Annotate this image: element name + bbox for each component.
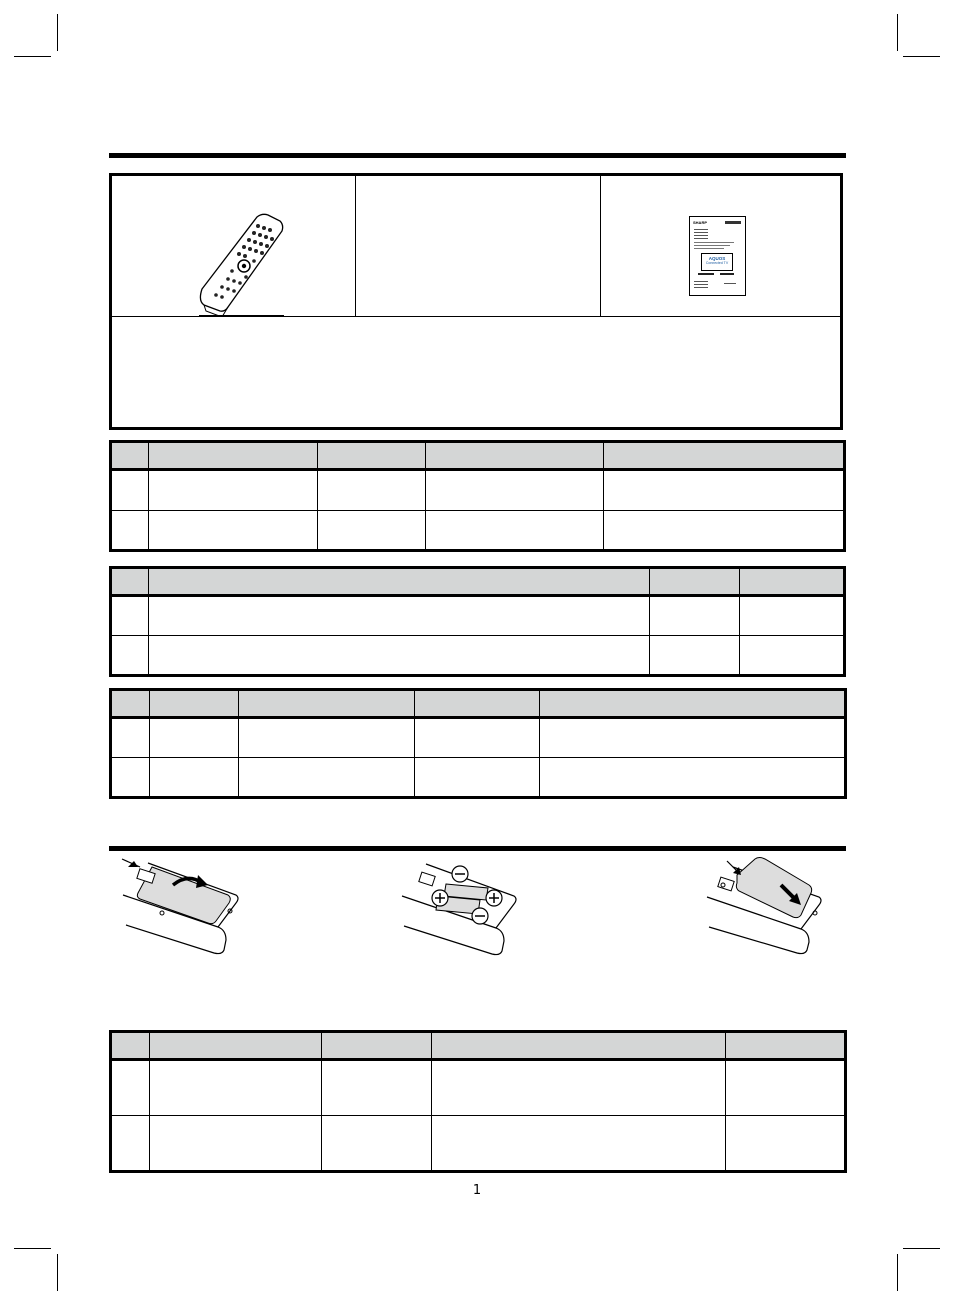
page-number: 1 [472,1183,482,1198]
table-3 [109,688,847,799]
open-battery-cover-icon [118,855,243,955]
table-row [111,758,846,798]
crop-mark [14,1248,51,1249]
crop-mark [57,1254,58,1291]
divider [355,176,356,316]
manual-brand: SHARP [693,220,708,225]
table-header-row [111,568,845,596]
table-header-row [111,1032,846,1060]
section-rule [109,846,846,851]
table-header-row [111,690,846,718]
table-row [111,636,845,676]
table-row [111,596,845,636]
table-row [111,1116,846,1172]
table-row [111,1060,846,1116]
divider [112,316,840,317]
divider [600,176,601,316]
remote-control-icon [192,211,292,316]
remote-caption-line [199,315,284,316]
crop-mark [903,56,940,57]
table-row [111,718,846,758]
table-2 [109,566,846,677]
insert-batteries-icon [398,858,523,956]
close-battery-cover-icon [703,855,828,955]
operation-manual-icon [689,216,746,296]
table-row [111,510,845,551]
table-1 [109,440,846,552]
crop-mark [903,1248,940,1249]
table-4 [109,1030,847,1173]
accessories-box [109,173,843,430]
crop-mark [897,1254,898,1291]
crop-mark [57,14,58,51]
section-rule [109,153,846,158]
manual-cover-panel: AQUOS Connected TV [701,253,733,271]
crop-mark [897,14,898,51]
crop-mark [14,56,51,57]
table-row [111,470,845,511]
table-header-row [111,442,845,470]
